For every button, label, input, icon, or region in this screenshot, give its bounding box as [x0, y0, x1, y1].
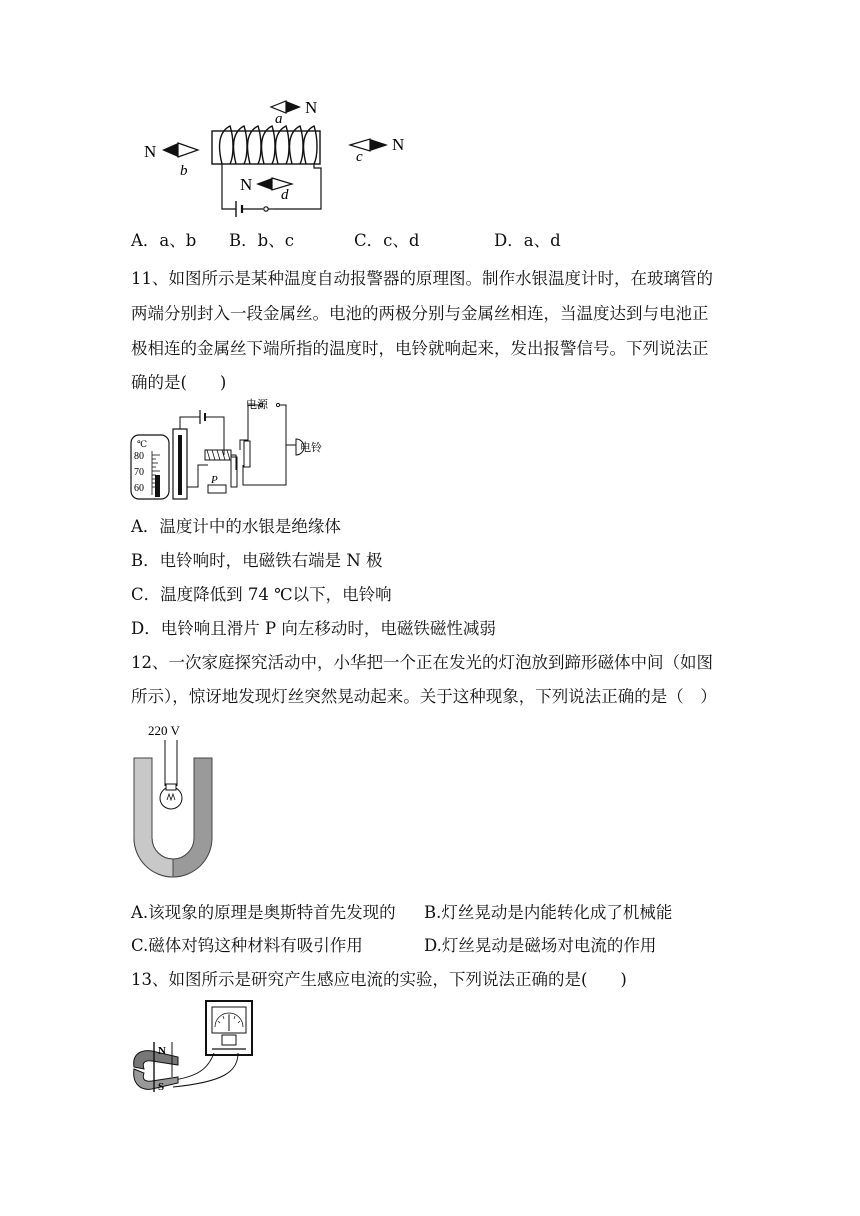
q11-figure — [128, 395, 328, 505]
compass-b — [144, 142, 198, 179]
q11-text-line-2: 两端分别封入一段金属丝。电池的两极分别与金属丝相连，当温度达到与电池正 — [131, 304, 709, 323]
scale-unit-label: ℃ — [137, 439, 148, 449]
q10-option-a: A．a、b — [131, 231, 197, 250]
compass-a-n-label: N — [305, 98, 318, 117]
q11-option-b: B．电铃响时，电磁铁右端是 N 极 — [131, 551, 383, 570]
q11-option-c: C．温度降低到 74 ℃以下，电铃响 — [131, 585, 392, 604]
q11-text-line-1: 11、如图所示是某种温度自动报警器的原理图。制作水银温度计时，在玻璃管的 — [131, 269, 713, 288]
compass-b-label: b — [180, 163, 188, 179]
q10-option-b: B．b、c — [229, 231, 294, 250]
q12-text-line-1: 12、一次家庭探究活动中，小华把一个正在发光的灯泡放到蹄形磁体中间（如图 — [131, 653, 713, 672]
q13-text-line-1: 13、如图所示是研究产生感应电流的实验，下列说法正确的是( ) — [131, 970, 627, 989]
compass-d-n-label: N — [240, 175, 253, 194]
q12-option-b: B.灯丝晃动是内能转化成了机械能 — [424, 903, 673, 922]
magnet-lower — [134, 1069, 178, 1089]
q12-option-d: D.灯丝晃动是磁场对电流的作用 — [424, 936, 657, 955]
compass-c — [350, 135, 404, 165]
q12-text-line-2: 所示），惊讶地发现灯丝突然晃动起来。关于这种现象，下列说法正确的是（ ） — [131, 687, 717, 706]
magnet-s-label: S — [158, 1081, 165, 1093]
q12-option-c: C.磁体对钨这种材料有吸引作用 — [131, 936, 363, 955]
q11-text-line-3: 极相连的金属丝下端所指的温度时，电铃就响起来，发出报警信号。下列说法正 — [131, 339, 709, 358]
q12-figure — [128, 718, 218, 883]
q11-circuit — [180, 403, 304, 493]
mercury-column — [155, 475, 160, 497]
q11-option-d: D．电铃响且滑片 P 向左移动时，电磁铁磁性减弱 — [131, 619, 496, 638]
scale-tick-80: 80 — [134, 451, 144, 462]
scale-tick-70: 70 — [134, 467, 144, 478]
voltage-label: 220 V — [148, 723, 180, 738]
q10-option-c: C．c、d — [354, 231, 420, 250]
q12-option-a: A.该现象的原理是奥斯特首先发现的 — [131, 903, 396, 922]
compass-a-label: a — [275, 111, 283, 127]
compass-b-n-label: N — [144, 142, 157, 161]
q13-figure — [128, 997, 278, 1097]
compass-c-label: c — [356, 149, 363, 165]
q10-option-d: D．a、d — [494, 231, 561, 250]
compass-d — [240, 175, 292, 203]
compass-c-n-label: N — [392, 135, 405, 154]
compass-a — [271, 98, 317, 127]
scale-tick-60: 60 — [134, 483, 144, 494]
magnet-upper — [134, 1051, 178, 1069]
slider-p-label: P — [211, 474, 218, 486]
magnet-n-label: N — [158, 1045, 166, 1057]
bell-label: 电铃 — [300, 442, 322, 454]
q10-figure — [138, 98, 413, 218]
power-source-label: 电源 — [246, 399, 268, 411]
q11-text-line-4: 确的是( ) — [131, 373, 227, 392]
q11-option-a: A．温度计中的水银是绝缘体 — [131, 517, 341, 536]
compass-d-label: d — [281, 187, 289, 203]
